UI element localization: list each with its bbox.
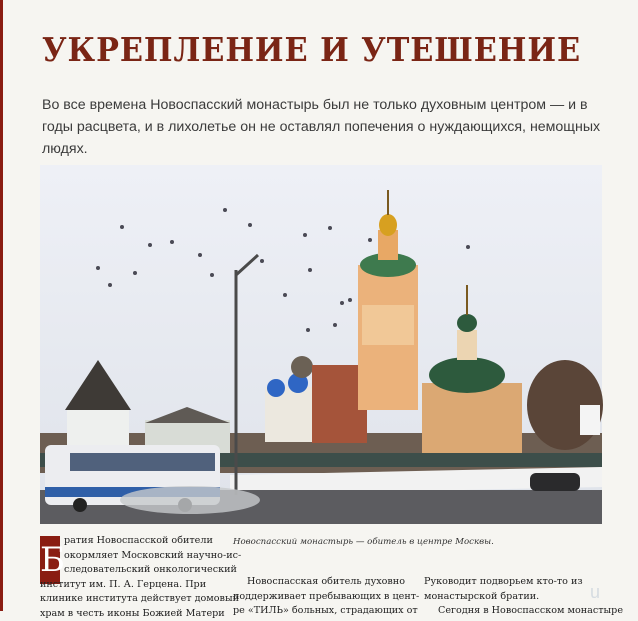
col2-line: поддерживает пребывающих в цент-: [233, 590, 413, 605]
col1-line: клинике института действует домовый: [40, 592, 222, 607]
col2-line: Новоспасская обитель духовно: [233, 575, 413, 590]
accent-rule: [0, 0, 3, 611]
col3-line: монастырской братии.: [424, 590, 606, 605]
monastery-photo: [40, 165, 602, 524]
col1-line: окормляет Московский научно-ис-: [40, 549, 222, 564]
drop-cap: Б: [40, 536, 60, 584]
page-title: УКРЕПЛЕНИЕ И УТЕШЕНИЕ: [42, 30, 581, 69]
lead-paragraph: Во все времена Новоспасский монастырь был не только духовным центром — и в годы расцвета, и в лихолетье он не оставлял попечения о нуждающихся, немощных людях.: [42, 94, 602, 160]
col1-line: храм в честь иконы Божией Матери: [40, 607, 222, 621]
body-column-3: [424, 575, 606, 619]
body-column-1: [40, 534, 222, 621]
col1-line: следовательский онкологический: [40, 563, 222, 578]
col3-line: Руководит подворьем кто-то из: [424, 575, 606, 590]
photo-caption: Новоспасский монастырь — обитель в центре Москвы.: [233, 537, 494, 547]
body-column-2: [233, 575, 413, 619]
col3-line: Сегодня в Новоспасском монастыре: [424, 604, 606, 619]
col2-line: ре «ТИЛЬ» больных, страдающих от: [233, 604, 413, 619]
col1-line: институт им. П. А. Герцена. При: [40, 578, 222, 593]
col1-line: ратия Новоспасской обители: [40, 534, 222, 549]
watermark: u: [590, 582, 600, 603]
